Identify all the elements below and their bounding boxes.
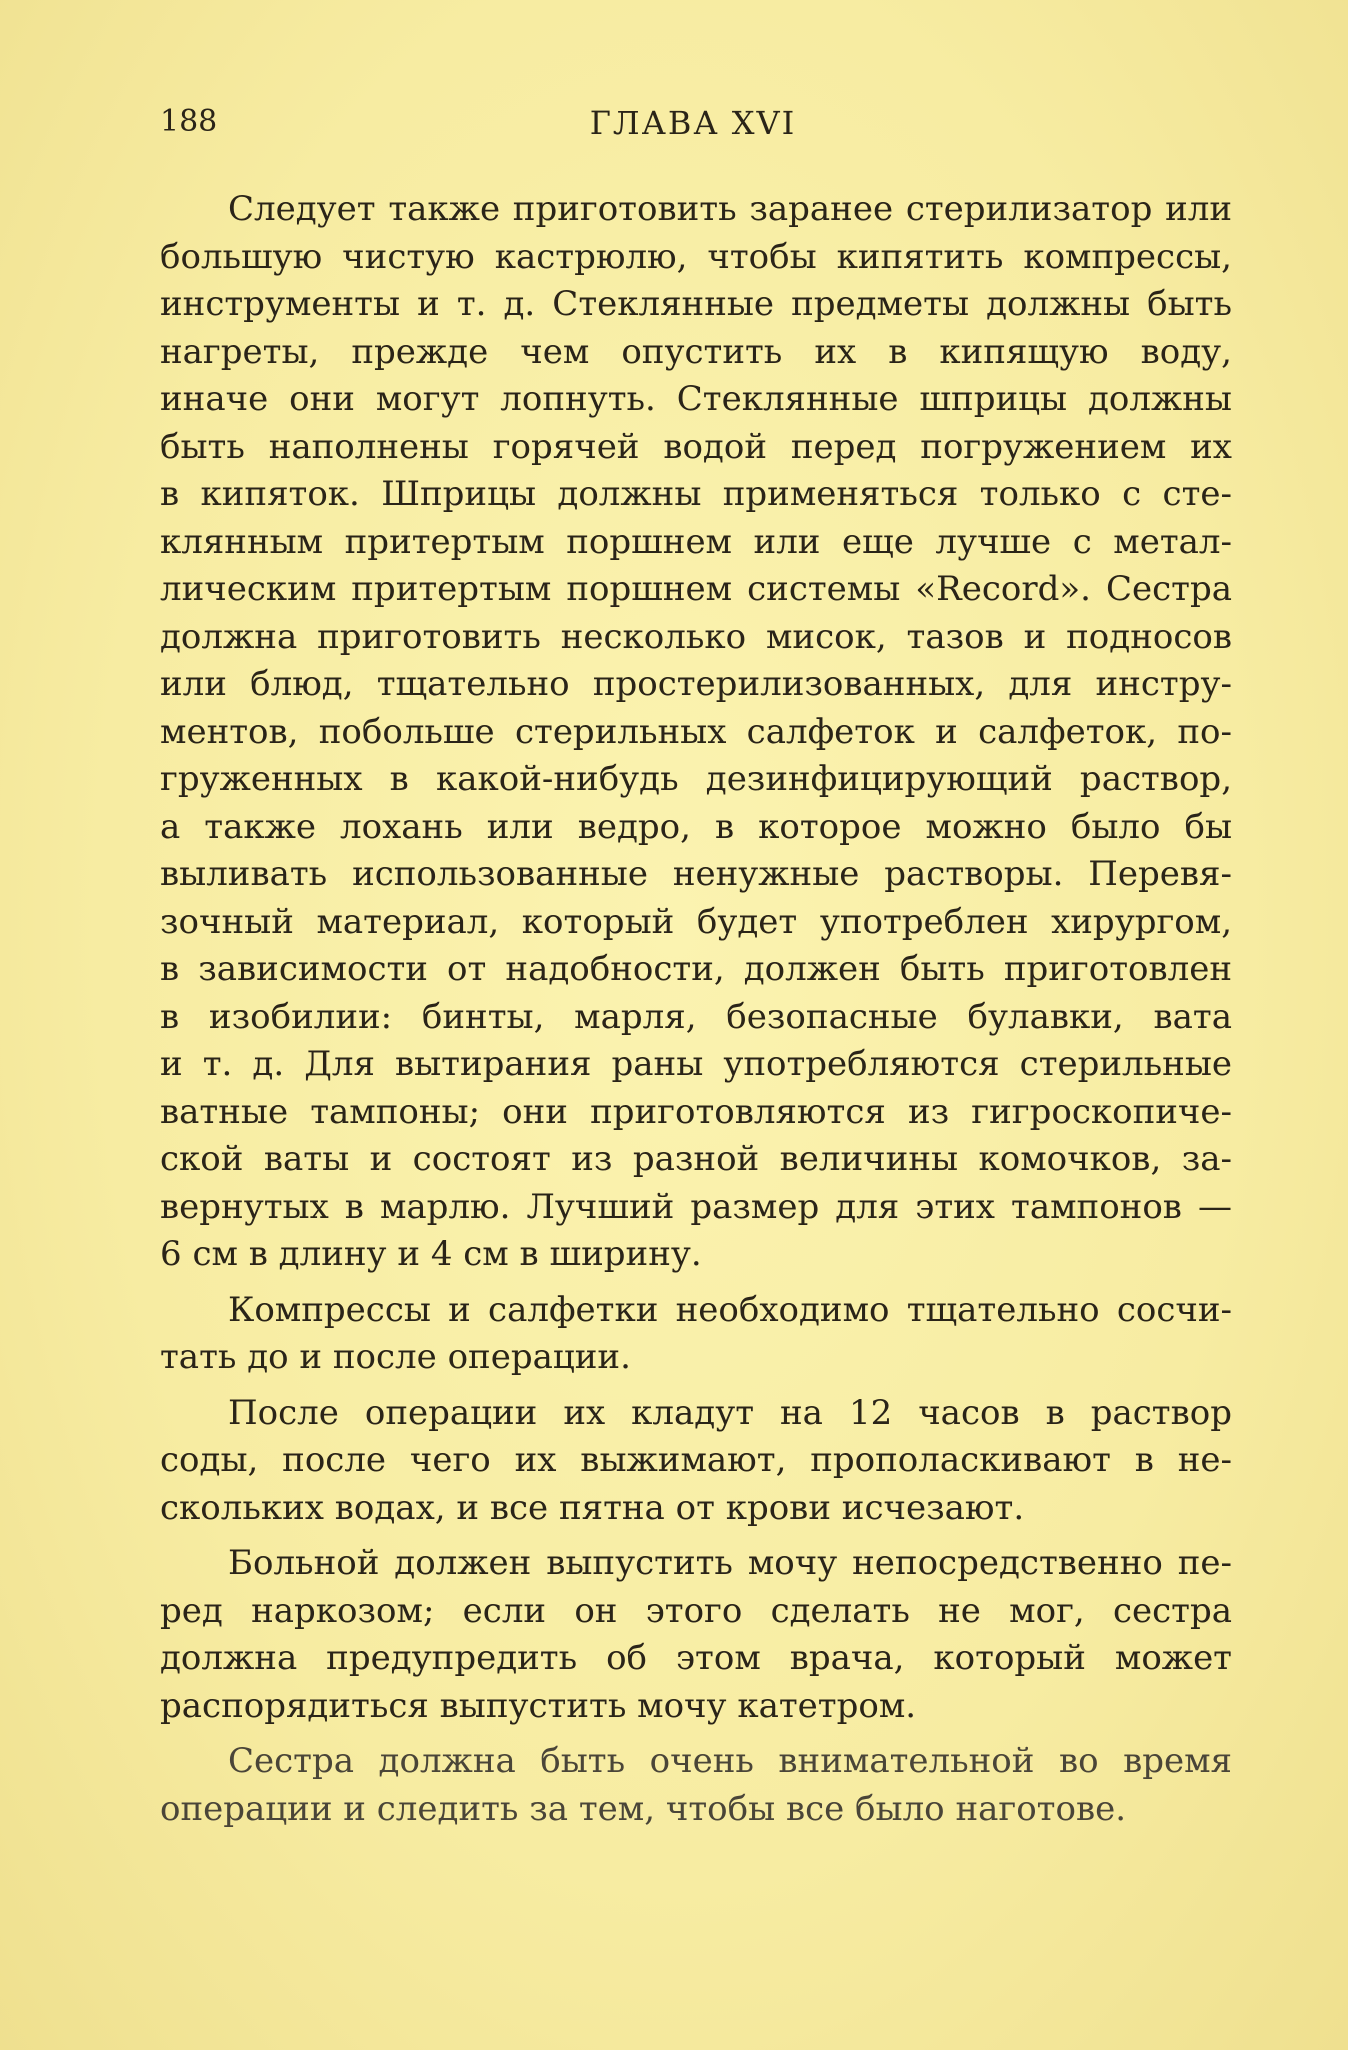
text-line: После операции их кладут на 12 часов в раствор (228, 1392, 1232, 1433)
text-line: ред наркозом; если он этого сделать не мог, сестра (160, 1590, 1232, 1631)
text-line: и т. д. Для вытирания раны употребляются стерильные (160, 1044, 1232, 1084)
text-line: зочный материал, который будет употреблен хирургом, (160, 901, 1232, 942)
text-line: Компрессы и салфетки необходимо тщательно сосчи- (228, 1289, 1232, 1330)
paragraph (160, 1540, 1232, 1730)
text-line: соды, после чего их выжимают, прополаскивают в не- (160, 1440, 1232, 1480)
text-line: в изобилии: бинты, марля, безопасные булавки, вата (160, 996, 1232, 1037)
text-line: ментов, побольше стерильных салфеток и салфеток, по- (160, 711, 1232, 752)
text-line: 6 см в длину и 4 см в ширину. (160, 1234, 702, 1274)
text-line: должна предупредить об этом врача, который может (160, 1638, 1232, 1678)
text-line: тать до и после операции. (160, 1337, 631, 1377)
text-line: в кипяток. Шприцы должны применяться только с сте- (160, 474, 1232, 514)
body-text (160, 186, 1232, 1841)
page-number: 188 (160, 104, 218, 139)
text-line: ской ваты и состоят из разной величины комочков, за- (160, 1139, 1232, 1179)
text-line: груженных в какой-нибудь дезинфицирующий раствор, (160, 759, 1232, 799)
text-line: Больной должен выпустить мочу непосредственно пе- (228, 1543, 1232, 1583)
text-line: скольких водах, и все пятна от крови исчезают. (160, 1487, 1025, 1528)
text-line: клянным притертым поршнем или еще лучше с метал- (160, 521, 1232, 562)
text-line: распорядиться выпустить мочу катетром. (160, 1685, 917, 1726)
text-line: вернутых в марлю. Лучший размер для этих тампонов — (160, 1186, 1232, 1227)
text-line: Сестра должна быть очень внимательной во время (228, 1741, 1232, 1781)
paragraph (160, 186, 1232, 1279)
paragraph (160, 1390, 1232, 1533)
text-line: иначе они могут лопнуть. Стеклянные шприцы должны (160, 379, 1232, 419)
text-line: или блюд, тщательно простерилизованных, для инстру- (160, 664, 1232, 704)
text-line: должна приготовить несколько мисок, тазов и подносов (160, 616, 1232, 657)
page-header (156, 104, 1230, 154)
text-line: инструменты и т. д. Стеклянные предметы должны быть (160, 284, 1232, 324)
paragraph (160, 1738, 1232, 1833)
paragraph (160, 1287, 1232, 1382)
running-head: ГЛАВА XVI (589, 104, 797, 142)
text-line: ватные тампоны; они приготовляются из гигроскопиче- (160, 1091, 1232, 1132)
text-line: Следует также приготовить заранее стерилизатор или (228, 189, 1232, 229)
text-line: быть наполнены горячей водой перед погружением их (160, 426, 1232, 467)
text-line: нагреты, прежде чем опустить их в кипящую воду, (160, 331, 1232, 372)
text-line: лическим притертым поршнем системы «Record». Сестра (160, 569, 1232, 609)
text-line: а также лохань или ведро, в которое можно было бы (160, 806, 1232, 847)
text-line: большую чистую кастрюлю, чтобы кипятить компрессы, (160, 236, 1232, 277)
text-line: в зависимости от надобности, должен быть приготовлен (160, 949, 1232, 989)
text-line: выливать использованные ненужные растворы. Перевя- (160, 854, 1232, 894)
text-line: операции и следить за тем, чтобы все было наготове. (160, 1788, 1127, 1829)
